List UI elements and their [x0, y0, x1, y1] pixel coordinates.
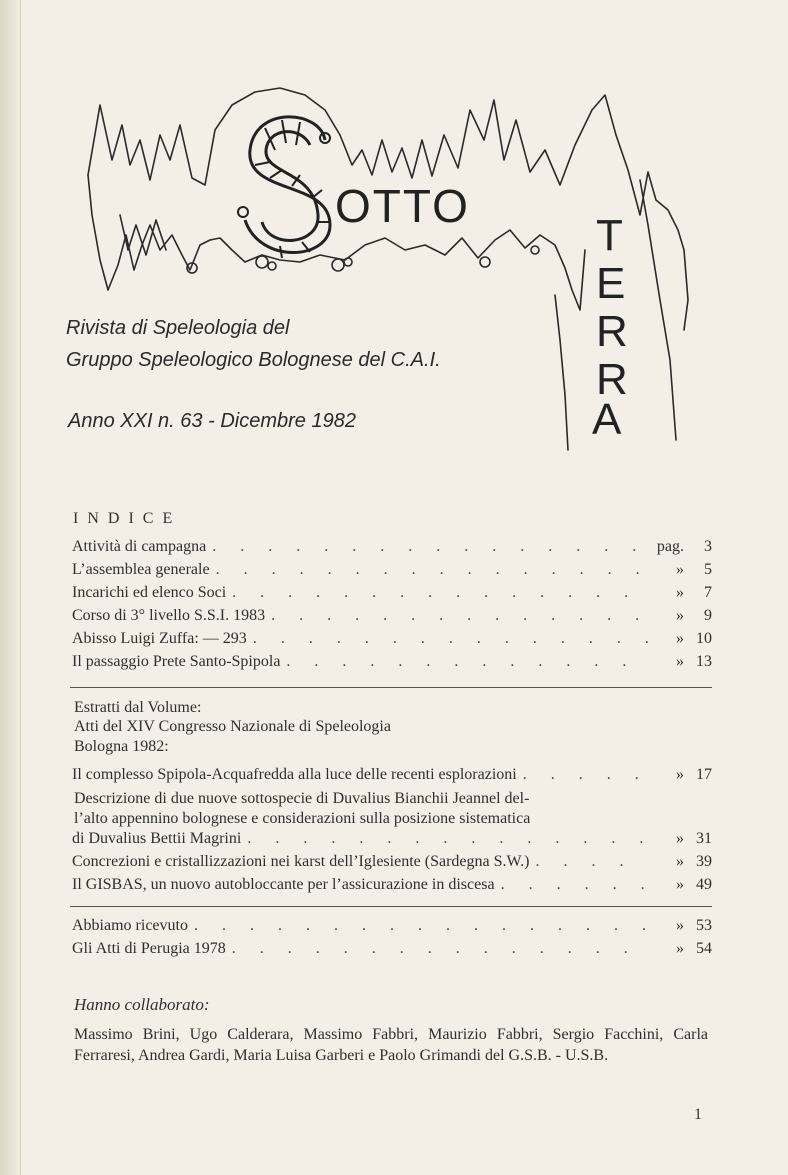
toc-page-number: 17 — [696, 766, 712, 783]
toc-page-number: 53 — [696, 917, 712, 934]
toc-entry[interactable] — [72, 561, 712, 583]
toc-page-prefix: » — [676, 940, 684, 957]
toc-title-continued: Descrizione di due nuove sottospecie di Duvalius Bianchii Jeannel del- — [74, 790, 530, 807]
svg-text:R: R — [596, 307, 628, 356]
issue-info: Anno XXI n. 63 - Dicembre 1982 — [68, 410, 356, 432]
sotto-terra-logo — [0, 0, 788, 480]
toc-page-prefix: » — [676, 653, 684, 670]
toc-entry[interactable] — [72, 538, 712, 560]
leader-dots — [188, 917, 648, 935]
logo-word-terra — [592, 211, 628, 444]
leader-dots — [529, 853, 648, 871]
leader-dots — [206, 538, 648, 556]
toc-page-number: 3 — [704, 538, 712, 555]
toc-title: Gli Atti di Perugia 1978 — [72, 940, 226, 957]
extracts-intro-line2: Atti del XIV Congresso Nazionale di Speleologia — [74, 718, 391, 735]
toc-entry[interactable] — [72, 653, 712, 675]
toc-title: Abbiamo ricevuto — [72, 917, 188, 934]
collaborators-list: Massimo Brini, Ugo Calderara, Massimo Fabbri, Maurizio Fabbri, Sergio Facchini, Carla Ferraresi, Andrea Gardi, Maria Luisa Garberi e Paolo Grimandi del G.S.B. - U.S.B. — [74, 1026, 708, 1064]
leader-dots — [517, 766, 648, 784]
toc-entry[interactable] — [72, 630, 712, 652]
toc-page-number: 13 — [696, 653, 712, 670]
svg-text:R: R — [596, 355, 628, 404]
toc-page-number: 7 — [704, 584, 712, 601]
toc-title: Concrezioni e cristallizzazioni nei karst dell’Iglesiente (Sardegna S.W.) — [72, 853, 530, 870]
toc-title-continued: l’alto appennino bolognese e considerazioni sulla posizione sistematica — [74, 810, 531, 827]
toc-title: Abisso Luigi Zuffa: — 293 — [72, 630, 247, 647]
leader-dots — [226, 584, 648, 602]
toc-page-prefix: » — [676, 853, 684, 870]
toc-title: Il passaggio Prete Santo-Spipola — [72, 653, 281, 670]
toc-entry[interactable] — [72, 766, 712, 788]
extracts-intro-line1: Estratti dal Volume: — [74, 699, 202, 716]
toc-title: Corso di 3° livello S.S.I. 1983 — [72, 607, 266, 624]
toc-page-prefix: » — [676, 876, 684, 893]
index-heading: INDICE — [73, 510, 182, 527]
toc-title: Il complesso Spipola-Acquafredda alla luce delle recenti esplorazioni — [72, 766, 517, 783]
toc-entry[interactable] — [72, 917, 712, 939]
toc-title: Incarichi ed elenco Soci — [72, 584, 227, 601]
toc-page-number: 49 — [696, 876, 712, 893]
toc-page-prefix: pag. — [656, 538, 684, 555]
leader-dots — [247, 630, 648, 648]
journal-subtitle-line2: Gruppo Speleologico Bolognese del C.A.I. — [66, 349, 441, 371]
toc-page-number: 9 — [704, 607, 712, 624]
toc-entry[interactable] — [72, 830, 712, 852]
leader-dots — [226, 940, 648, 958]
svg-text:E: E — [596, 259, 626, 308]
journal-subtitle-line1: Rivista di Speleologia del — [66, 317, 290, 339]
toc-entry[interactable] — [72, 584, 712, 606]
leader-dots — [210, 561, 648, 579]
toc-page-prefix: » — [676, 607, 684, 624]
toc-title: Il GISBAS, un nuovo autobloccante per l’assicurazione in discesa — [72, 876, 495, 893]
svg-text:T: T — [596, 211, 623, 260]
toc-page-prefix: » — [676, 630, 684, 647]
extracts-intro-line3: Bologna 1982: — [74, 738, 169, 755]
toc-page-prefix: » — [676, 766, 684, 783]
divider — [70, 687, 712, 688]
page-number: 1 — [694, 1106, 702, 1123]
toc-page-number: 31 — [696, 830, 712, 847]
leader-dots — [265, 607, 648, 625]
divider — [70, 906, 712, 907]
leader-dots — [241, 830, 648, 848]
leader-dots — [280, 653, 648, 671]
toc-page-prefix: » — [676, 830, 684, 847]
svg-text:A: A — [592, 395, 622, 444]
collaborators-heading: Hanno collaborato: — [74, 995, 210, 1014]
leader-dots — [495, 876, 648, 894]
toc-page-prefix: » — [676, 917, 684, 934]
toc-page-number: 54 — [696, 940, 712, 957]
toc-page-prefix: » — [676, 584, 684, 601]
toc-entry[interactable] — [72, 876, 712, 898]
toc-entry[interactable] — [72, 940, 712, 962]
toc-page-prefix: » — [676, 561, 684, 578]
cave-stalactite-logo-graphic — [0, 0, 788, 480]
toc-entry[interactable] — [72, 607, 712, 629]
logo-word-otto: OTTO — [335, 180, 470, 232]
toc-entry[interactable] — [72, 853, 712, 875]
toc-page-number: 5 — [704, 561, 712, 578]
toc-title: di Duvalius Bettii Magrini — [72, 830, 242, 847]
toc-title: Attività di campagna — [72, 538, 207, 555]
toc-page-number: 39 — [696, 853, 712, 870]
toc-title: L’assemblea generale — [72, 561, 210, 578]
toc-page-number: 10 — [696, 630, 712, 647]
